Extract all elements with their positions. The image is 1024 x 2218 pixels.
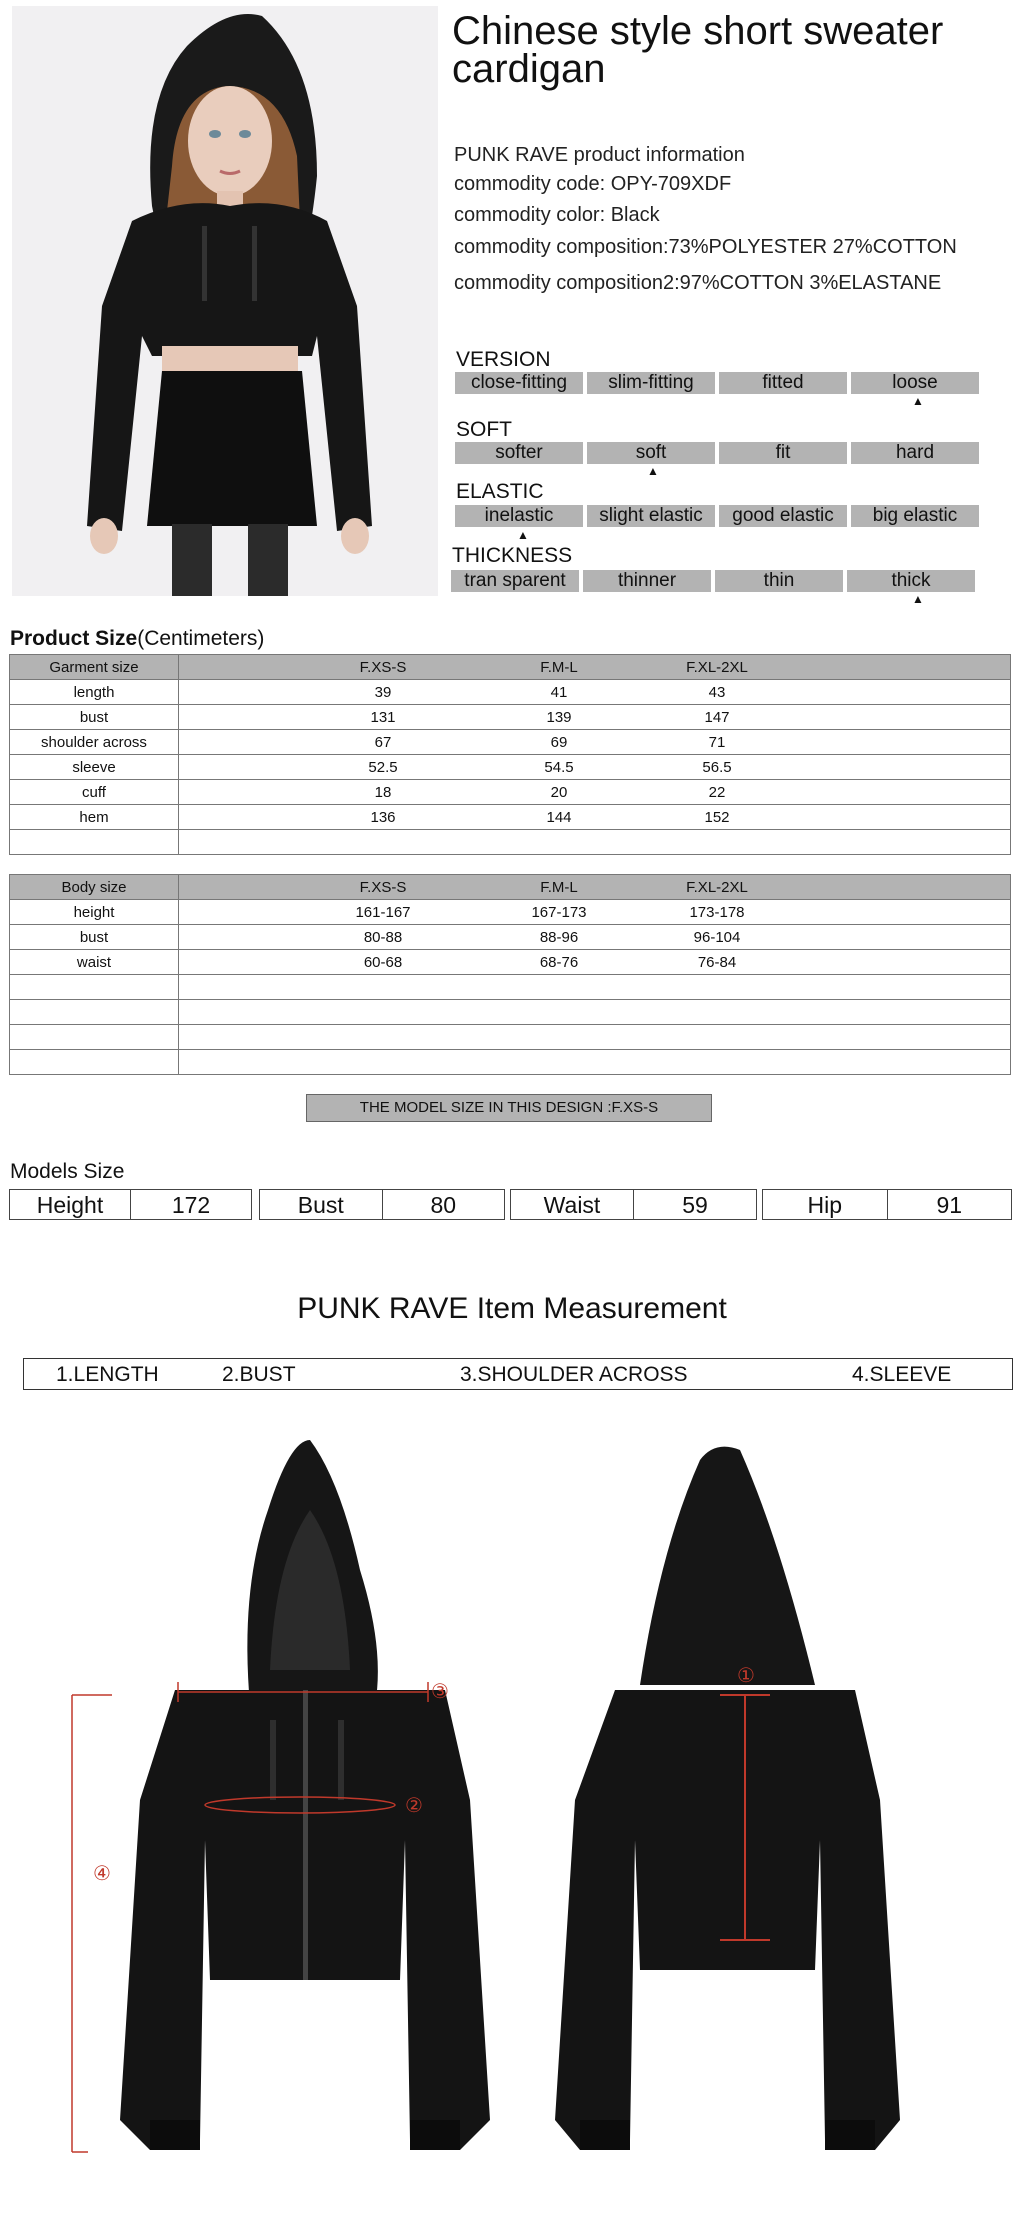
model-illustration (12, 6, 438, 596)
commodity-code-value: OPY-709XDF (610, 173, 732, 195)
table-values (179, 925, 1011, 950)
empty-cell (179, 1000, 1011, 1025)
version-option: slim-fitting (587, 372, 715, 394)
soft-heading: SOFT (456, 418, 512, 441)
cell-value: 139 (546, 708, 572, 726)
cell-value: 41 (550, 683, 568, 701)
size-col-header: F.M-L (540, 658, 578, 676)
cell-value: 144 (546, 808, 572, 826)
empty-row (10, 975, 1011, 1000)
cell-value: 88-96 (539, 928, 579, 946)
model-hip-box (762, 1189, 1012, 1220)
table-row (10, 925, 1011, 950)
commodity-code-label: commodity code: (454, 173, 606, 195)
model-size-note: THE MODEL SIZE IN THIS DESIGN :F.XS-S (306, 1094, 712, 1122)
cell-value: 54.5 (544, 758, 574, 776)
measurement-label: 2.BUST (222, 1363, 296, 1386)
measure-sleeve-line (72, 1695, 112, 2152)
body-size-header-label: Body size (10, 875, 179, 900)
product-size-unit: (Centimeters) (137, 627, 265, 650)
commodity-composition2-label: commodity composition2: (454, 272, 680, 294)
measurement-legend-bar (23, 1358, 1013, 1390)
marker-sleeve: ④ (93, 1861, 111, 1885)
cell-value: 20 (550, 783, 568, 801)
elastic-option: big elastic (851, 505, 979, 527)
soft-option: soft (587, 442, 715, 464)
models-size-heading: Models Size (10, 1160, 125, 1183)
version-scale (455, 372, 983, 394)
cell-value: 80-88 (363, 928, 403, 946)
commodity-composition2-line (454, 272, 941, 295)
cell-value: 60-68 (363, 953, 403, 971)
cell-value: 96-104 (693, 928, 741, 946)
empty-cell (179, 1050, 1011, 1075)
version-heading: VERSION (456, 348, 551, 371)
marker-bust: ② (405, 1793, 423, 1817)
model-stat-value: 80 (430, 1192, 457, 1218)
table-values (179, 805, 1011, 830)
elastic-option: good elastic (719, 505, 847, 527)
measurement-label: 1.LENGTH (56, 1363, 159, 1386)
product-size-title: Product Size (10, 627, 138, 650)
body-size-table (9, 874, 1011, 1075)
measurement-diagram (0, 1420, 1024, 2200)
empty-cell (10, 1025, 179, 1050)
thickness-scale (451, 570, 979, 592)
commodity-composition-label: commodity composition: (454, 236, 669, 258)
cell-value: 161-167 (355, 903, 411, 921)
empty-cell (10, 1050, 179, 1075)
table-values (179, 780, 1011, 805)
row-label: bust (10, 925, 179, 950)
product-title: Chinese style short sweater cardigan (452, 9, 944, 91)
cell-value: 56.5 (702, 758, 732, 776)
table-row (10, 755, 1011, 780)
table-values (179, 730, 1011, 755)
table-row (10, 705, 1011, 730)
cell-value: 152 (704, 808, 730, 826)
back-garment (555, 1447, 900, 2150)
marker-length: ① (737, 1663, 755, 1687)
table-row (10, 950, 1011, 975)
empty-row (10, 1050, 1011, 1075)
empty-cell (179, 1025, 1011, 1050)
cell-value: 71 (708, 733, 726, 751)
version-option: close-fitting (455, 372, 583, 394)
row-label: height (10, 900, 179, 925)
row-label: length (10, 680, 179, 705)
table-values (179, 900, 1011, 925)
size-col-header: F.XL-2XL (686, 658, 748, 676)
thickness-option: thick (847, 570, 975, 592)
cell-value: 68-76 (539, 953, 579, 971)
thickness-selected-marker: ▲ (912, 592, 924, 606)
soft-option: fit (719, 442, 847, 464)
cell-value: 39 (374, 683, 392, 701)
elastic-heading: ELASTIC (456, 480, 544, 503)
commodity-composition-line (454, 236, 957, 259)
brand-info-line: PUNK RAVE product information (454, 144, 745, 166)
cell-value: 22 (708, 783, 726, 801)
cell-value: 52.5 (368, 758, 398, 776)
measurement-label: 3.SHOULDER ACROSS (460, 1363, 688, 1386)
version-option: loose (851, 372, 979, 394)
cell-value: 43 (708, 683, 726, 701)
version-selected-marker: ▲ (912, 394, 924, 408)
empty-cell (179, 830, 1011, 855)
thickness-heading: THICKNESS (452, 544, 573, 567)
elastic-selected-marker: ▲ (517, 528, 529, 542)
cell-value: 69 (550, 733, 568, 751)
model-height-box (9, 1189, 252, 1220)
garment-size-header-label: Garment size (10, 655, 179, 680)
thickness-option: thinner (583, 570, 711, 592)
soft-option: softer (455, 442, 583, 464)
commodity-composition2-value: 97%COTTON 3%ELASTANE (679, 272, 942, 294)
row-label: bust (10, 705, 179, 730)
empty-cell (10, 830, 179, 855)
cell-value: 67 (374, 733, 392, 751)
cell-value: 167-173 (531, 903, 587, 921)
model-waist-box (510, 1189, 757, 1220)
elastic-option: slight elastic (587, 505, 715, 527)
row-label: shoulder across (10, 730, 179, 755)
cell-value: 18 (374, 783, 392, 801)
thickness-option: thin (715, 570, 843, 592)
soft-selected-marker: ▲ (647, 464, 659, 478)
table-values (179, 755, 1011, 780)
model-stat-value: 59 (682, 1192, 708, 1218)
empty-cell (10, 975, 179, 1000)
product-size-heading (10, 627, 264, 651)
table-values (179, 875, 1011, 900)
commodity-color-line (454, 204, 660, 227)
elastic-option: inelastic (455, 505, 583, 527)
cell-value: 136 (370, 808, 396, 826)
size-col-header: F.XS-S (359, 658, 407, 676)
empty-cell (179, 975, 1011, 1000)
empty-row (10, 1000, 1011, 1025)
cell-value: 131 (370, 708, 396, 726)
table-row (10, 730, 1011, 755)
empty-row (10, 830, 1011, 855)
commodity-code-line (454, 173, 731, 196)
measurement-label: 4.SLEEVE (852, 1363, 952, 1386)
row-label: sleeve (10, 755, 179, 780)
empty-row (10, 1025, 1011, 1050)
size-col-header: F.M-L (540, 878, 578, 896)
table-row (10, 780, 1011, 805)
row-label: cuff (10, 780, 179, 805)
size-col-header: F.XS-S (359, 878, 407, 896)
model-stat-key: Height (10, 1190, 131, 1219)
cell-value: 147 (704, 708, 730, 726)
table-values (179, 680, 1011, 705)
model-stat-key: Waist (511, 1190, 634, 1219)
row-label: waist (10, 950, 179, 975)
table-header-row (10, 655, 1011, 680)
empty-cell (10, 1000, 179, 1025)
version-option: fitted (719, 372, 847, 394)
table-row (10, 805, 1011, 830)
garment-size-table (9, 654, 1011, 855)
model-stat-value: 172 (171, 1192, 211, 1218)
measurement-title: PUNK RAVE Item Measurement (297, 1292, 727, 1325)
model-stat-key: Bust (260, 1190, 383, 1219)
table-row (10, 900, 1011, 925)
table-row (10, 680, 1011, 705)
soft-option: hard (851, 442, 979, 464)
model-stat-value: 91 (936, 1192, 963, 1218)
front-garment (120, 1440, 490, 2150)
marker-shoulder: ③ (431, 1679, 449, 1703)
model-bust-box (259, 1189, 505, 1220)
table-header-row (10, 875, 1011, 900)
elastic-scale (455, 505, 983, 527)
thickness-option: tran sparent (451, 570, 579, 592)
size-col-header: F.XL-2XL (686, 878, 748, 896)
table-values (179, 705, 1011, 730)
commodity-color-label: commodity color: (454, 204, 606, 226)
cell-value: 173-178 (689, 903, 745, 921)
soft-scale (455, 442, 983, 464)
model-stat-key: Hip (763, 1190, 888, 1219)
table-values (179, 655, 1011, 680)
commodity-composition-value: 73%POLYESTER 27%COTTON (668, 236, 957, 258)
row-label: hem (10, 805, 179, 830)
cell-value: 76-84 (697, 953, 737, 971)
table-values (179, 950, 1011, 975)
commodity-color-value: Black (610, 204, 660, 226)
product-photo (12, 6, 438, 596)
